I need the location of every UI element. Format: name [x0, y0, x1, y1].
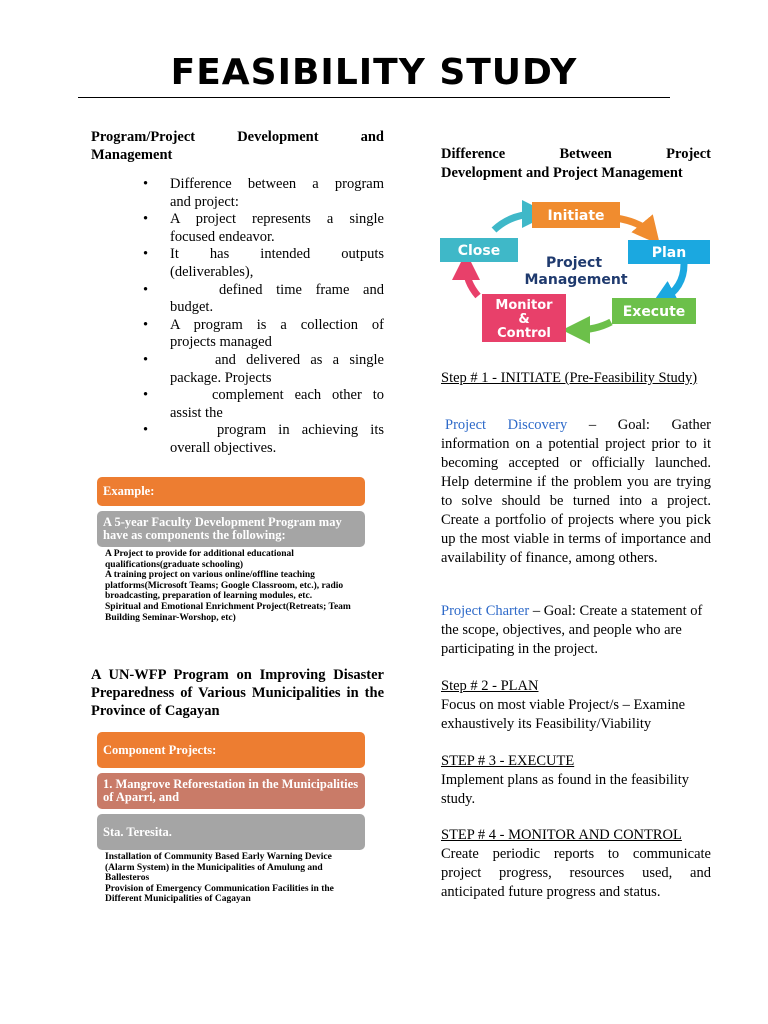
bullet-list — [91, 176, 384, 458]
initiate-label: Initiate — [547, 208, 605, 224]
step-4-heading: STEP # 4 - MONITOR AND CONTROL — [441, 827, 682, 843]
example-label: Example: — [103, 484, 155, 498]
project-discovery-paragraph — [441, 416, 711, 568]
project-charter-paragraph — [441, 602, 711, 659]
component-1: 1. Mangrove Reforestation in the Municipalities of Aparri, and — [103, 777, 359, 804]
project-discovery-label: Project Discovery — [445, 417, 568, 433]
list-item-line: package. Projects — [170, 369, 272, 386]
component-items — [105, 852, 363, 905]
project-charter-label: Project Charter — [441, 603, 530, 619]
arrow-monitor-to-close — [466, 266, 478, 296]
step-1-heading: Step # 1 - INITIATE (Pre-Feasibility Study) — [441, 370, 698, 386]
project-charter-text: – Goal: Create a statement of the scope, objectives, and people who are participating in the project. — [441, 603, 703, 657]
list-item-line: focused endeavor. — [170, 228, 275, 245]
right-heading-line-1: Difference Between Project — [441, 146, 711, 162]
component-2: Sta. Teresita. — [103, 824, 172, 839]
list-item — [91, 352, 384, 387]
list-item-line: • complement each other to — [212, 387, 384, 404]
list-item — [91, 246, 384, 281]
list-item-line: overall objectives. — [170, 439, 277, 456]
execute-label: Execute — [622, 304, 686, 320]
list-item-line: projects managed — [170, 334, 272, 351]
component-item: Provision of Emergency Communication Facilities in the Different Municipalities of Cagayan — [105, 883, 334, 905]
right-heading — [441, 145, 711, 183]
list-item — [91, 211, 384, 246]
monitor-label: Monitor — [495, 298, 553, 313]
component-1-bar — [97, 773, 365, 809]
example-items — [105, 549, 363, 623]
list-item-line: • It has intended outputs — [170, 246, 384, 263]
list-item-line: • A project represents a single — [170, 211, 384, 228]
document-title: FEASIBILITY STUDY — [170, 52, 578, 93]
title-divider — [78, 97, 670, 98]
list-item-line: assist the — [170, 404, 223, 421]
list-item — [91, 176, 384, 211]
project-discovery-text: – Goal: Gather information on a potential project prior to it becoming accepted or officially launched. Help determine if the problem you are trying to solve should be turned into a project. Create a portfolio of projects where you pick up the most viable in terms of importance and availability of finance, among others. — [441, 417, 712, 566]
step-2-text: Focus on most viable Project/s – Examine exhaustively its Feasibility/Viability — [441, 697, 686, 732]
arrow-initiate-to-plan — [616, 218, 651, 234]
list-item-line: and project: — [170, 193, 239, 210]
step-4-text: Create periodic reports to communicate project progress, resources used, and anticipated future progress and status. — [441, 846, 711, 900]
example-item: A Project to provide for additional educational qualifications(graduate schooling) — [105, 549, 294, 570]
right-heading-line-2: Development and Project Management — [441, 165, 683, 181]
list-item-line: • and delivered as a single — [215, 351, 384, 368]
component-label-bar — [97, 732, 365, 768]
diagram-center-line-1: Project — [545, 255, 603, 271]
step-3-text: Implement plans as found in the feasibility study. — [441, 772, 690, 807]
component-item: Installation of Community Based Early Warning Device (Alarm System) in the Municipalities of Amulung and Ballesteros — [105, 852, 332, 884]
example-label-bar — [97, 477, 365, 506]
arrow-execute-to-monitor — [576, 322, 611, 330]
example-item: Spiritual and Emotional Enrichment Project(Retreats; Team Building Seminar-Worshop, etc) — [105, 601, 351, 623]
example-intro-bar — [97, 511, 365, 547]
diagram-center-line-2: Management — [524, 272, 628, 288]
close-label: Close — [457, 243, 501, 259]
step-3-heading: STEP # 3 - EXECUTE — [441, 753, 575, 769]
list-item — [91, 282, 384, 317]
list-item-line: • A program is a collection of — [170, 316, 384, 333]
example-item: A training project on various online/offline teaching platforms(Microsoft Teams; Google Classroom, etc.), radio broadcasting, preparation of learning modules, etc. — [105, 570, 344, 602]
component-label: Component Projects: — [103, 742, 217, 757]
arrow-plan-to-execute — [662, 264, 684, 300]
plan-label: Plan — [651, 245, 687, 261]
list-item-line: • defined time frame and — [219, 281, 384, 298]
arrow-close-to-initiate — [494, 214, 536, 230]
control-label: Control — [497, 326, 551, 341]
left-heading-line-2: Management — [91, 147, 173, 163]
list-item-line: (deliverables), — [170, 263, 254, 280]
list-item-line: budget. — [170, 299, 214, 316]
component-2-bar — [97, 814, 365, 850]
left-heading-line-1: Program/Project Development and — [91, 129, 384, 145]
list-item — [91, 422, 384, 457]
step-2-heading: Step # 2 - PLAN — [441, 678, 539, 694]
list-item — [91, 317, 384, 352]
program-heading: A UN-WFP Program on Improving Disaster Preparedness of Various Municipalities in the Province of Cagayan — [91, 667, 384, 719]
example-intro: A 5-year Faculty Development Program may have as components the following: — [103, 515, 342, 542]
project-management-cycle-diagram — [436, 200, 716, 346]
list-item — [91, 387, 384, 422]
list-item-line: • Difference between a program — [170, 176, 384, 192]
list-item-line: • program in achieving its — [217, 422, 384, 439]
ampersand-label: & — [518, 312, 530, 327]
left-heading — [91, 128, 384, 164]
